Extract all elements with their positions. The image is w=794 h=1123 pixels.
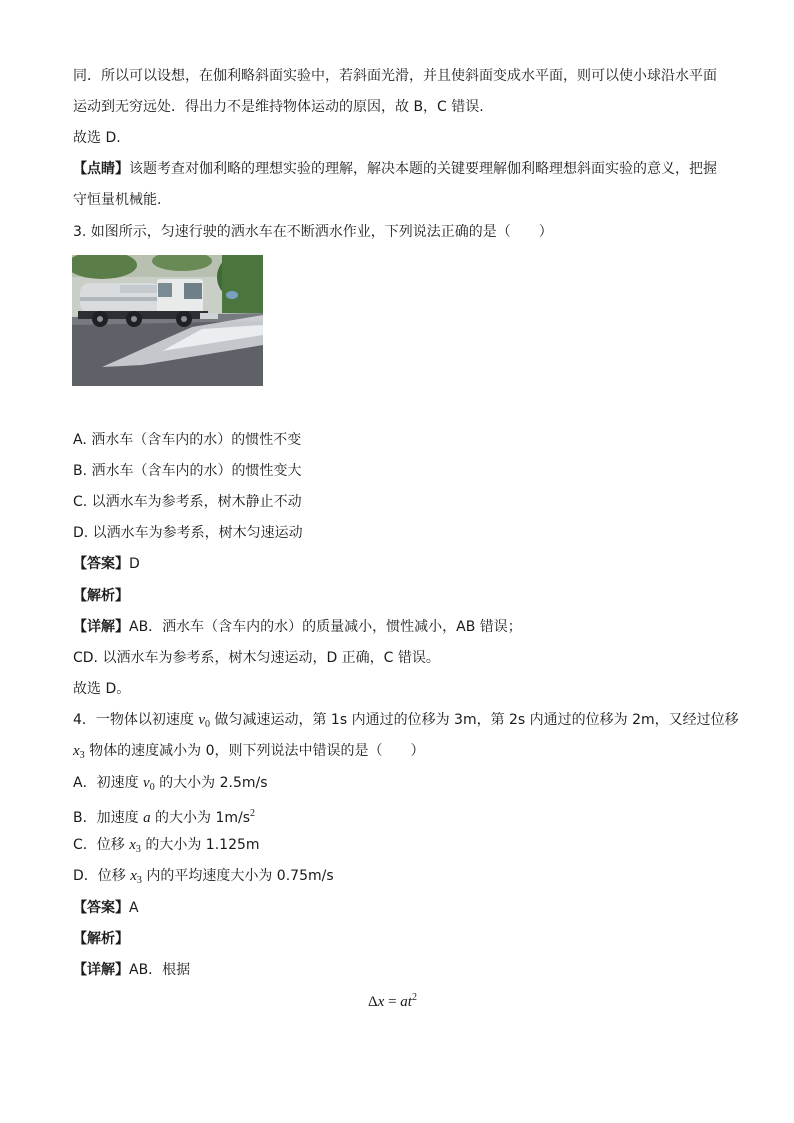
math-var: x — [377, 994, 385, 1010]
option-text: A．初速度 — [73, 775, 144, 791]
math-var: x — [73, 743, 80, 759]
option-b — [73, 804, 255, 828]
section-tag: 【详解】 — [73, 962, 129, 978]
text-line: 同．所以可以设想，在伽利略斜面实验中，若斜面光滑，并且使斜面变成水平面，则可以使小球沿水平面 — [73, 68, 717, 84]
option-c — [73, 835, 260, 860]
math-var: a — [400, 994, 408, 1010]
section-tag: 【答案】 — [73, 900, 129, 916]
answer-line — [73, 554, 140, 574]
formula-delta-x — [368, 992, 417, 1011]
detail-text: AB．根据 — [129, 962, 191, 978]
math-var: x — [130, 868, 137, 884]
math-var: t — [407, 994, 412, 1010]
section-tag: 【解析】 — [73, 588, 129, 604]
question-stem — [73, 741, 424, 766]
answer-value: A — [129, 900, 139, 916]
answer-value: D — [129, 556, 140, 572]
detail-text: AB．洒水车（含车内的水）的质量减小，惯性减小，AB 错误； — [129, 619, 522, 635]
section-tag: 【解析】 — [73, 931, 129, 947]
comment-text: 该题考查对伽利略的理想实验的理解，解决本题的关键要理解伽利略理想斜面实验的意义，把握 — [129, 161, 717, 177]
stem-text: 4．一物体以初速度 — [73, 712, 199, 728]
option-text: B．加速度 — [73, 810, 144, 826]
math-sup: 2 — [250, 808, 256, 819]
text-line: 守恒量机械能. — [73, 192, 162, 208]
option-text: C．位移 — [73, 837, 130, 853]
text-line: 故选 D. — [73, 130, 121, 146]
math-eq: = — [384, 994, 401, 1010]
option-d — [73, 866, 334, 891]
section-tag: 【点睛】 — [73, 161, 129, 177]
math-var: v — [143, 775, 150, 791]
option-text: 内的平均速度大小为 0.75m/s — [141, 868, 334, 884]
detail-line — [73, 960, 190, 980]
option-text: D．位移 — [73, 868, 131, 884]
math-sup: 2 — [411, 992, 417, 1003]
math-sub: 3 — [135, 844, 141, 855]
analysis-line — [73, 586, 129, 606]
math-sub: 0 — [149, 782, 155, 793]
text-line: 故选 D。 — [73, 681, 131, 697]
question-stem — [73, 710, 739, 735]
math-sub: 3 — [136, 875, 142, 886]
math-sub: 0 — [205, 719, 211, 730]
math-var: v — [198, 712, 206, 728]
text-line: CD. 以洒水车为参考系，树木匀速运动，D 正确，C 错误。 — [73, 650, 440, 666]
water-truck-photo — [72, 255, 263, 386]
option-text: 的大小为 1.125m — [140, 837, 260, 853]
option-d: D. 以洒水车为参考系，树木匀速运动 — [73, 525, 303, 541]
math-sub: 3 — [79, 750, 85, 761]
math-delta: Δ — [368, 994, 378, 1010]
option-text: 的大小为 1m/s — [150, 810, 251, 826]
answer-line — [73, 898, 139, 918]
section-tag: 【答案】 — [73, 556, 129, 572]
text-line: 运动到无穷远处．得出力不是维持物体运动的原因，故 B，C 错误. — [73, 99, 484, 115]
section-tag: 【详解】 — [73, 619, 129, 635]
option-a — [73, 773, 268, 798]
stem-text: 做匀减速运动，第 1s 内通过的位移为 3m，第 2s 内通过的位移为 2m，又经过位移 — [210, 712, 739, 728]
math-var: x — [129, 837, 136, 853]
option-a: A. 洒水车（含车内的水）的惯性不变 — [73, 432, 302, 448]
question-stem: 3. 如图所示，匀速行驶的洒水车在不断洒水作业，下列说法正确的是（ ） — [73, 224, 553, 240]
comment-line — [73, 159, 717, 179]
analysis-line — [73, 929, 129, 949]
math-var: a — [143, 810, 151, 826]
option-text: 的大小为 2.5m/s — [154, 775, 268, 791]
stem-text: 物体的速度减小为 0，则下列说法中错误的是（ ） — [84, 743, 425, 759]
option-c: C. 以洒水车为参考系，树木静止不动 — [73, 494, 302, 510]
detail-line — [73, 617, 522, 637]
option-b: B. 洒水车（含车内的水）的惯性变大 — [73, 463, 302, 479]
